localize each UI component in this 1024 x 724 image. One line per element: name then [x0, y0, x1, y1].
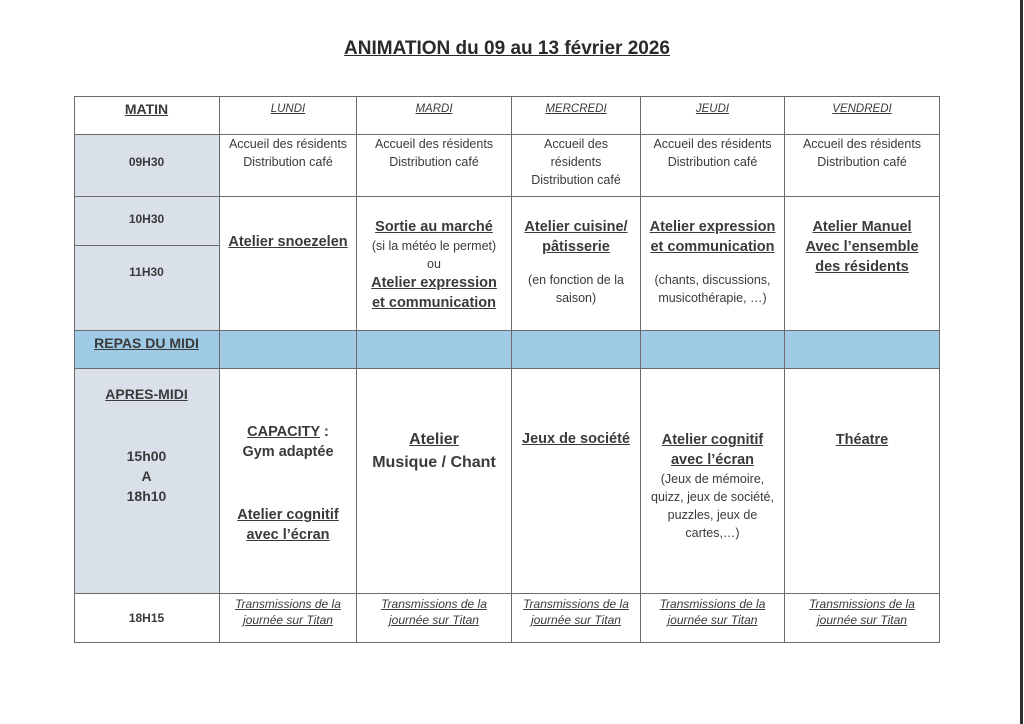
text-line: Accueil des résidents — [653, 137, 772, 151]
text-line: Transmissions de la — [659, 597, 766, 611]
cell-1030-lundi — [220, 197, 357, 331]
time-to: 18h10 — [126, 488, 167, 504]
activity-note: puzzles, jeux de — [667, 508, 758, 522]
afternoon-time-cell — [74, 369, 220, 594]
lunch-label: REPAS DU MIDI — [94, 335, 199, 351]
activity-note: quizz, jeux de société, — [651, 490, 774, 504]
text-line: Distribution café — [389, 155, 479, 169]
header-day-lundi: LUNDI — [220, 96, 357, 135]
activity-title: Théatre — [835, 432, 889, 448]
text-line: Accueil des résidents — [802, 137, 922, 151]
activity-title: Atelier cuisine/ — [524, 219, 628, 235]
period-label: MATIN — [124, 101, 169, 117]
cell-1815-mardi — [357, 594, 512, 643]
lunch-band-vendredi — [785, 331, 940, 369]
activity-title: CAPACITY — [247, 424, 320, 440]
activity-title-suffix: : — [319, 424, 329, 440]
cell-pm-mercredi — [512, 369, 641, 594]
time-label: 10H30 — [128, 212, 165, 226]
lunch-band-mercredi — [512, 331, 641, 369]
cell-pm-jeudi — [641, 369, 785, 594]
cell-1030-mardi — [357, 197, 512, 331]
activity-title: Atelier snoezelen — [228, 234, 348, 250]
lunch-band-jeudi — [641, 331, 785, 369]
schedule-table — [74, 96, 940, 643]
time-label: 09H30 — [128, 154, 165, 169]
activity-title: Sortie au marché — [375, 219, 493, 235]
cell-0930-vendredi — [785, 135, 940, 197]
activity-title: Avec l’ensemble — [805, 239, 919, 255]
lunch-band-mardi — [357, 331, 512, 369]
time-1130 — [74, 246, 220, 331]
cell-0930-mardi — [357, 135, 512, 197]
cell-0930-lundi — [220, 135, 357, 197]
activity-title: Jeux de société — [522, 431, 630, 447]
cell-1815-lundi — [220, 594, 357, 643]
header-day-vendredi: VENDREDI — [785, 96, 940, 135]
header-day-mardi: MARDI — [357, 96, 512, 135]
activity-note: musicothérapie, …) — [658, 291, 767, 305]
activity-title: Atelier expression — [371, 275, 497, 291]
text-line: journée sur Titan — [817, 613, 907, 627]
cell-1030-mercredi — [512, 197, 641, 331]
scan-edge — [1020, 0, 1023, 724]
text-line: Transmissions de la — [809, 597, 915, 611]
text-line: journée sur Titan — [389, 613, 479, 627]
lunch-band-lundi — [220, 331, 357, 369]
activity-subtitle: Musique / Chant — [372, 454, 496, 471]
activity-or: ou — [427, 257, 441, 271]
activity-note: cartes,…) — [685, 526, 740, 540]
cell-pm-vendredi — [785, 369, 940, 594]
activity-title: Atelier cognitif — [661, 432, 764, 448]
time-label: 11H30 — [129, 265, 164, 279]
activity-title: des résidents — [815, 259, 909, 275]
activity-note: (chants, discussions, — [654, 273, 771, 287]
text-line: Distribution café — [667, 155, 758, 169]
text-line: Accueil des — [544, 137, 608, 151]
cell-1815-mercredi — [512, 594, 641, 643]
text-line: journée sur Titan — [243, 613, 333, 627]
cell-pm-mardi — [357, 369, 512, 594]
cell-1815-vendredi — [785, 594, 940, 643]
time-label: 18H15 — [128, 611, 165, 625]
time-from: 15h00 — [126, 448, 167, 464]
text-line: Accueil des résidents — [374, 137, 494, 151]
header-day-jeudi: JEUDI — [641, 96, 785, 135]
header-day-mercredi: MERCREDI — [512, 96, 641, 135]
text-line: journée sur Titan — [531, 613, 621, 627]
cell-1030-jeudi — [641, 197, 785, 331]
time-0930 — [74, 135, 220, 197]
cell-0930-mercredi — [512, 135, 641, 197]
activity-note: (Jeux de mémoire, — [660, 472, 765, 486]
cell-pm-lundi — [220, 369, 357, 594]
activity-note: (en fonction de la — [528, 273, 624, 287]
time-1030 — [74, 197, 220, 246]
text-line: Accueil des résidents — [228, 137, 348, 151]
lunch-label-cell — [74, 331, 220, 369]
time-sep: A — [141, 468, 152, 484]
time-1815 — [74, 594, 220, 643]
text-line: Distribution café — [817, 155, 907, 169]
activity-subtitle: Gym adaptée — [242, 444, 334, 460]
text-line: Transmissions de la — [235, 597, 341, 611]
activity-title: avec l’écran — [246, 527, 330, 543]
text-line: journée sur Titan — [667, 613, 758, 627]
afternoon-label: APRES-MIDI — [105, 386, 188, 402]
activity-title: Atelier cognitif — [237, 507, 339, 523]
activity-title: Atelier expression — [649, 219, 776, 235]
activity-note: saison) — [555, 291, 597, 305]
text-line: Transmissions de la — [523, 597, 629, 611]
text-line: résidents — [550, 155, 602, 169]
activity-title: Atelier Manuel — [812, 219, 912, 235]
page-title: ANIMATION du 09 au 13 février 2026 — [344, 38, 670, 59]
cell-0930-jeudi — [641, 135, 785, 197]
activity-title: et communication — [650, 239, 775, 255]
text-line: Distribution café — [243, 155, 333, 169]
activity-title: et communication — [371, 295, 497, 311]
cell-1030-vendredi — [785, 197, 940, 331]
header-period — [74, 96, 220, 135]
cell-1815-jeudi — [641, 594, 785, 643]
activity-title: Atelier — [409, 431, 459, 448]
activity-note: (si la météo le permet) — [371, 239, 497, 253]
activity-title: pâtisserie — [542, 239, 610, 255]
text-line: Transmissions de la — [381, 597, 487, 611]
text-line: Distribution café — [531, 173, 621, 187]
activity-title: avec l’écran — [670, 452, 755, 468]
